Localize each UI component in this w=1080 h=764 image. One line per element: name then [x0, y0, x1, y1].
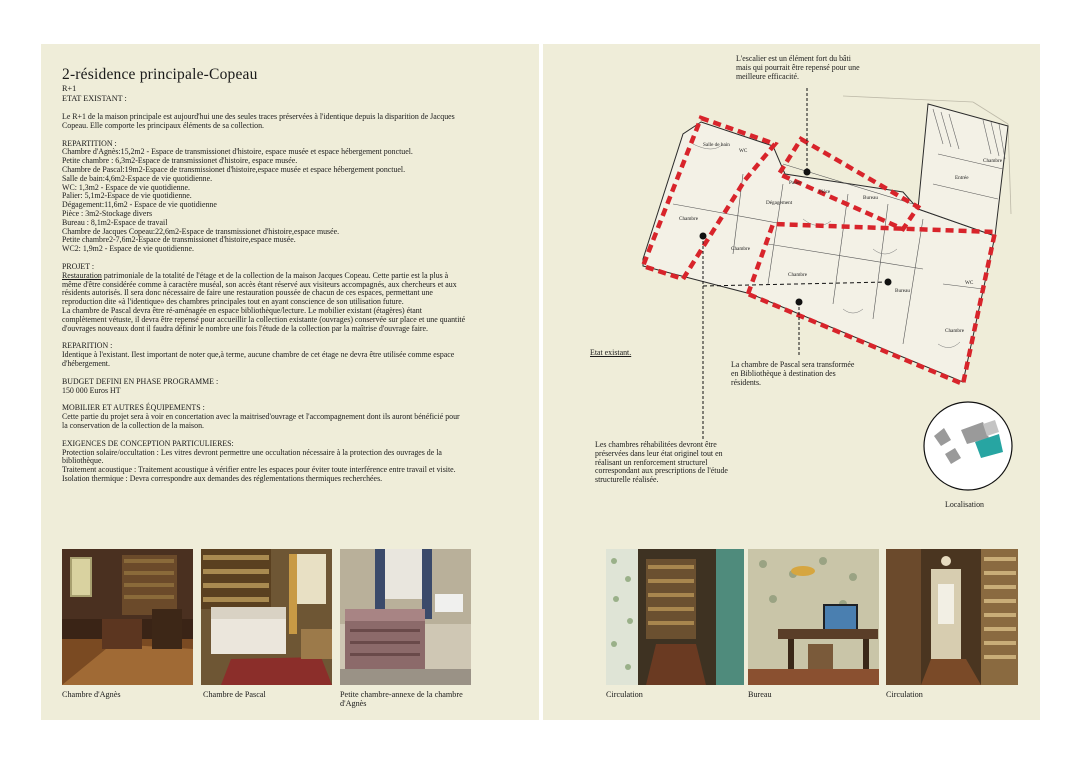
plan-room-label: Pièce — [819, 189, 831, 195]
plan-room-label: WC — [965, 280, 974, 286]
plan-room-label: Chambre — [731, 246, 751, 252]
plan-room-label: Chambre — [983, 158, 1003, 164]
caption-pascal: Chambre de Pascal — [203, 690, 266, 699]
exigences-line: Protection solaire/occultation : Les vitres devront permettre une occultation nécessaire à la protection des ouvrages de la bibliothèque. — [62, 447, 442, 466]
caption-circulation-2: Circulation — [886, 690, 923, 699]
note-pascal: La chambre de Pascal sera transformée en Bibliothèque à destination des résidents. — [731, 360, 855, 387]
exigences-line: Traitement acoustique : Traitement acoustique à vérifier entre les espaces pour éviter toute interférence entre travail et visite. — [62, 465, 456, 475]
repartition-line: WC2: 1,9m2 - Espace de vie quotidienne. — [62, 244, 194, 254]
plan-room-label: Salle de bain — [703, 142, 730, 148]
repartition-line: WC: 1,3m2 - Espace de vie quotidienne. — [62, 182, 190, 192]
projet-text-rest: patrimoniale de la totalité de l'étage et de la collection de la maison Jacques Copeau. Cette partie est la plus à même d'être considérée comme à caractère muséal, son accès étant réservé aux visiteurs accompagnés, aux chercheurs et aux résidents autorisés. Il sera donc nécessaire de faire une restauration poussée de chacun de ces espaces, permettant une reproduction dite «à l'identique» des chambres principales tout en ayant conscience de son utilisation future. — [62, 270, 457, 307]
plan-room-label: Chambre — [945, 328, 965, 334]
mobilier-text: Cette partie du projet sera à voir en concertation avec la maitrised'ouvrage et l'accompagnement dont ils auront bénéficié pour la conservation de la collection de la maison. — [62, 412, 460, 430]
repartition-line: Petite chambre : 6,3m2-Espace de transmissionet d'histoire, espace musée. — [62, 156, 298, 166]
localisation-map — [924, 402, 1012, 490]
right-page — [543, 44, 1040, 720]
photo-circulation-1 — [606, 549, 744, 685]
caption-agnes: Chambre d'Agnès — [62, 690, 121, 699]
photo-chambre-agnes — [62, 549, 193, 685]
photo-circulation-2 — [886, 549, 1018, 685]
page-title: 2-résidence principale-Copeau — [62, 66, 258, 83]
note-stair: L'escalier est un élément fort du bâti mais qui pourrait être repensé pour une meilleure efficacité. — [736, 54, 860, 81]
repartition-list — [62, 148, 467, 254]
note-state: Etat existant. — [590, 348, 632, 357]
repartition2-text: Identique à l'existant. Ilest important de noter que,à terme, aucune chambre de cet étage ne devra être utilisée comme espace d'hébergement. — [62, 350, 455, 368]
plan-room-label: Chambre — [788, 272, 808, 278]
level-label: R+1 — [62, 84, 77, 93]
exigences-heading: EXIGENCES DE CONCEPTION PARTICULIERES: — [62, 438, 234, 448]
repartition-line: Chambre de Pascal:19m2-Espace de transmissionet d'histoire,espace musée et espace hébergement ponctuel. — [62, 164, 406, 174]
photo-chambre-pascal — [201, 549, 332, 685]
state-heading: ETAT EXISTANT : — [62, 94, 127, 103]
plan-room-label: Chambre — [679, 216, 699, 222]
repartition-line: Pièce : 3m2-Stockage divers — [62, 208, 153, 218]
caption-petite-chambre: Petite chambre-annexe de la chambre d'Agnès — [340, 690, 463, 708]
exigences-line: Isolation thermique : Devra correspondre aux demandes des réglementations thermiques recherchées. — [62, 473, 383, 483]
photo-bureau — [748, 549, 879, 685]
plan-room-label: Entrée — [955, 175, 969, 181]
repartition2-heading: REPARITION : — [62, 341, 113, 351]
photo-petite-chambre — [340, 549, 471, 685]
plan-room-label: Dégagement — [766, 200, 793, 206]
repartition-line: Chambre d'Agnès:15,2m2 - Espace de transmissionet d'histoire, espace musée et espace hébergement ponctuel. — [62, 147, 413, 157]
text-body — [62, 113, 467, 484]
repartition-line: Chambre de Jacques Copeau:22,6m2-Espace de transmissionet d'histoire,espace musée. — [62, 226, 340, 236]
state-text: Le R+1 de la maison principale est aujourd'hui une des seules traces préservées à l'identique depuis la disparition de Jacques Copeau. Elle comporte les principaux éléments de sa collection. — [62, 112, 455, 130]
budget-value: 150 000 Euros HT — [62, 385, 121, 395]
mobilier-heading: MOBILIER ET AUTRES ÉQUIPEMENTS : — [62, 403, 205, 413]
left-page — [41, 44, 539, 720]
repartition-heading: REPARTITION : — [62, 138, 117, 148]
repartition-line: Palier: 5,1m2-Espace de vie quotidienne. — [62, 191, 192, 201]
localisation-label: Localisation — [945, 500, 985, 509]
caption-bureau: Bureau — [748, 690, 772, 699]
exigences-list — [62, 449, 467, 484]
caption-circulation-1: Circulation — [606, 690, 643, 699]
budget-heading: BUDGET DEFINI EN PHASE PROGRAMME : — [62, 376, 219, 386]
plan-room-label: Bureau — [863, 195, 878, 201]
projet-underlined: Restauration — [62, 270, 102, 280]
repartition-line: Salle de bain:4,6m2-Espace de vie quotidienne. — [62, 173, 213, 183]
projet-text-2: La chambre de Pascal devra être ré-aménagée en espace bibliothèque/lecture. Le mobilier existant (étagères) étant complètement vétuste, il devra être repensé pour accueillir la collection existante (ouvrages) conservée sur place et une quantité d'ouvrages nouveaux dont il faudra définir le nombre une fois l'étude de la collection par la maîtrise d'ouvrage faire. — [62, 305, 466, 333]
repartition-line: Bureau : 8,1m2-Espace de travail — [62, 217, 168, 227]
plan-room-label: Bureau — [895, 288, 910, 294]
plan-room-label: WC — [739, 148, 748, 154]
building-outline — [643, 104, 1008, 382]
repartition-line: Dégagement:11,6m2 - Espace de vie quotidienne — [62, 200, 217, 210]
repartition-line: Petite chambre2-7,6m2-Espace de transmissionet d'histoire,espace musée. — [62, 235, 296, 245]
plan-room-label: Palier — [789, 180, 802, 186]
note-rooms: Les chambres réhabilitées devront être préservées dans leur état originel tout en réalisant un renforcement structurel correspondant aux prescriptions de l'étude structurelle réalisée. — [595, 440, 728, 485]
projet-text — [62, 272, 467, 307]
projet-heading: PROJET : — [62, 261, 95, 271]
